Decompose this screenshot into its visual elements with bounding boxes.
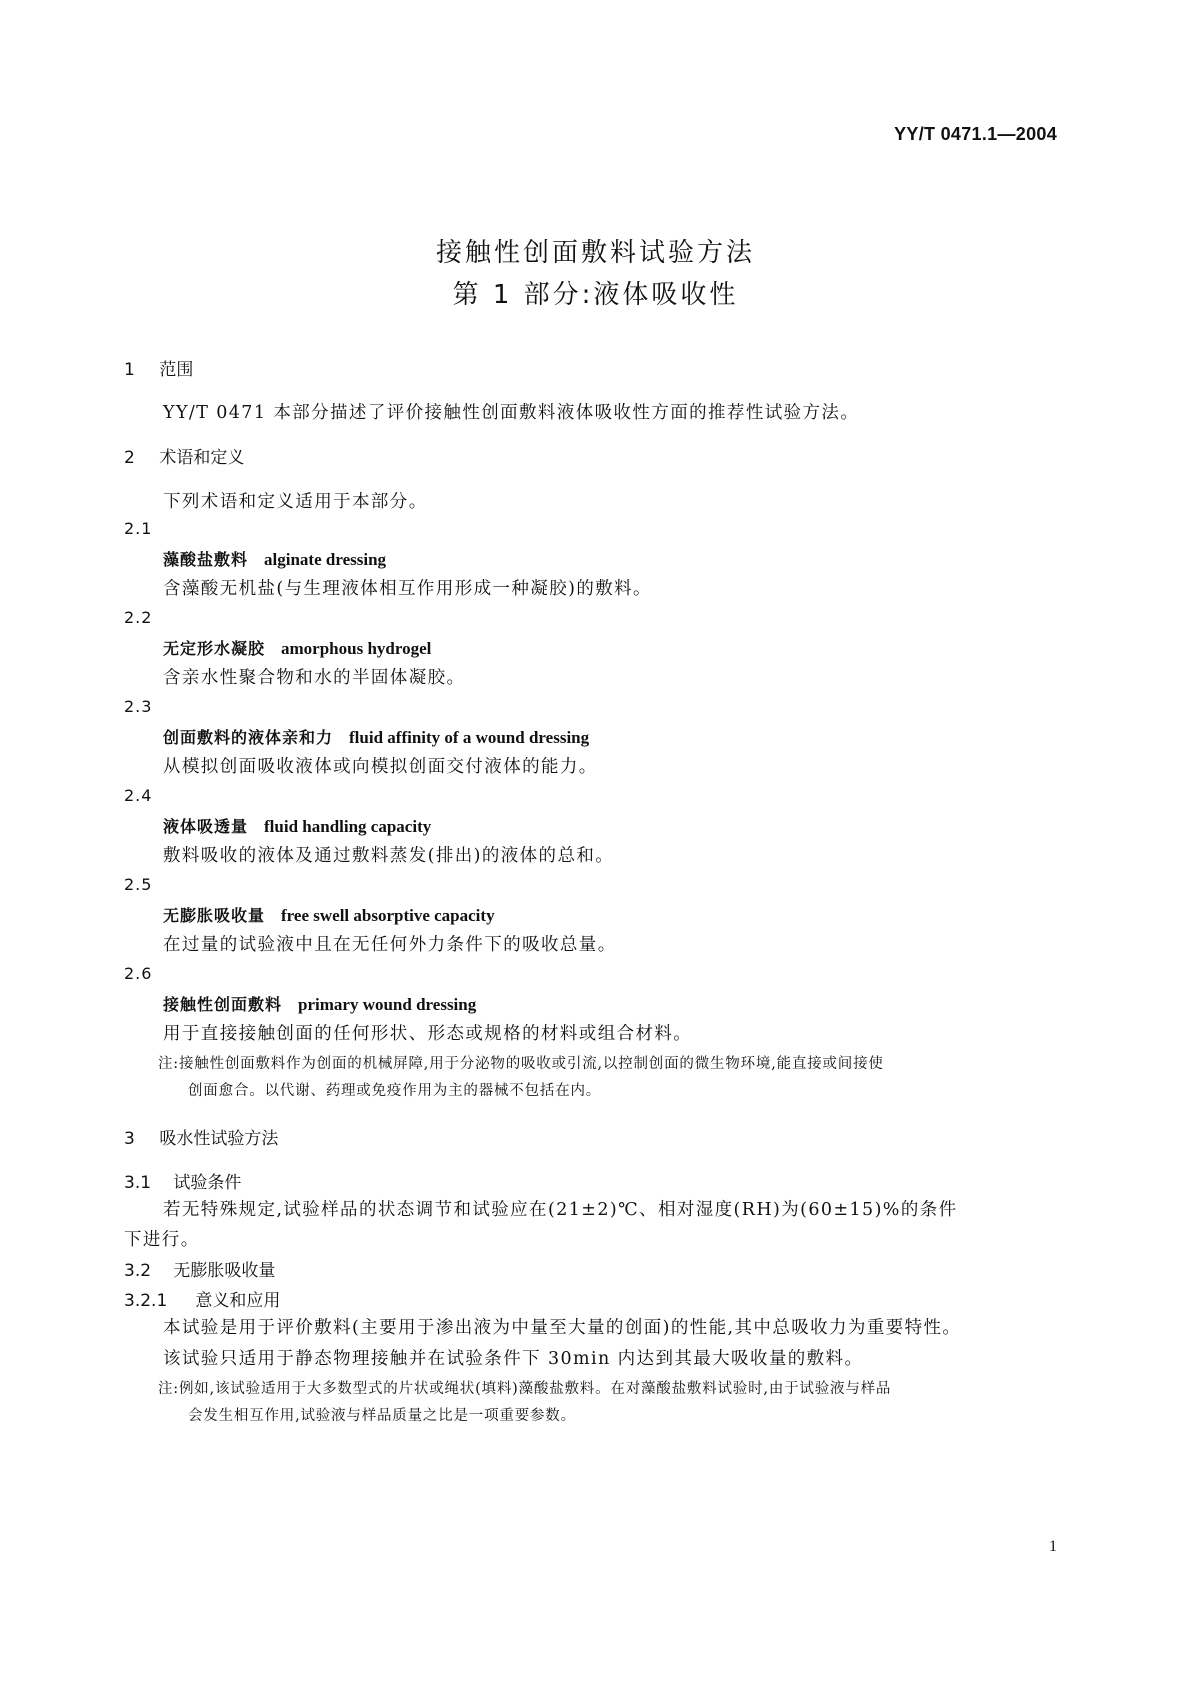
note: 注:例如,该试验适用于大多数型式的片状或绳状(填料)藻酸盐敷料。在对藻酸盐敷料试验时,由于试验液与样品	[158, 1381, 892, 1397]
term-heading	[163, 725, 589, 748]
standard-code: YY/T 0471.1—2004	[894, 124, 1057, 144]
term-cn: 液体吸透量	[163, 817, 249, 836]
term-number: 2.2	[124, 608, 153, 627]
term-heading	[163, 636, 431, 659]
paragraph: 若无特殊规定,试验样品的状态调节和试验应在(21±2)℃、相对湿度(RH)为(60±15)%的条件	[163, 1200, 958, 1220]
term-cn: 藻酸盐敷料	[163, 550, 249, 569]
section-title: 术语和定义	[159, 448, 245, 468]
term-heading	[163, 903, 495, 926]
term-en: amorphous hydrogel	[281, 639, 432, 658]
paragraph-continuation: 下进行。	[124, 1230, 200, 1250]
term-en: fluid handling capacity	[264, 817, 432, 836]
term-cn: 接触性创面敷料	[163, 995, 283, 1014]
note-continuation: 创面愈合。以代谢、药理或免疫作用为主的器械不包括在内。	[188, 1083, 602, 1099]
term-number: 2.1	[124, 519, 153, 538]
section-3-heading	[124, 1124, 278, 1149]
paragraph: 本试验是用于评价敷料(主要用于渗出液为中量至大量的创面)的性能,其中总吸收力为重要特性。	[163, 1318, 962, 1338]
term-number: 2.5	[124, 875, 153, 894]
term-heading	[163, 814, 431, 837]
term-definition: 敷料吸收的液体及通过敷料蒸发(排出)的液体的总和。	[163, 846, 615, 866]
section-title: 意义和应用	[195, 1291, 281, 1311]
section-2-intro: 下列术语和定义适用于本部分。	[163, 492, 428, 512]
section-1-heading	[124, 355, 193, 380]
section-title: 试验条件	[173, 1173, 242, 1193]
term-definition: 含藻酸无机盐(与生理液体相互作用形成一种凝胶)的敷料。	[163, 579, 652, 599]
note: 注:接触性创面敷料作为创面的机械屏障,用于分泌物的吸收或引流,以控制创面的微生物环境,能直接或间接使	[158, 1056, 884, 1072]
section-number: 1	[124, 360, 135, 380]
note-continuation: 会发生相互作用,试验液与样品质量之比是一项重要参数。	[188, 1408, 576, 1424]
term-heading	[163, 547, 386, 570]
subsection-3-2-heading	[124, 1256, 275, 1281]
page-number: 1	[1049, 1538, 1057, 1555]
term-definition: 含亲水性聚合物和水的半固体凝胶。	[163, 668, 466, 688]
section-title: 范围	[159, 360, 194, 380]
section-number: 2	[124, 448, 135, 468]
paragraph: 该试验只适用于静态物理接触并在试验条件下 30min 内达到其最大吸收量的敷料。	[163, 1349, 864, 1369]
term-en: fluid affinity of a wound dressing	[349, 728, 590, 747]
term-en: alginate dressing	[264, 550, 387, 569]
section-number: 3	[124, 1129, 135, 1149]
section-1-text: YY/T 0471 本部分描述了评价接触性创面敷料液体吸收性方面的推荐性试验方法。	[163, 403, 860, 423]
term-en: free swell absorptive capacity	[281, 906, 495, 925]
term-cn: 创面敷料的液体亲和力	[163, 728, 334, 747]
term-cn: 无定形水凝胶	[163, 639, 266, 658]
section-title: 无膨胀吸收量	[173, 1261, 276, 1281]
section-number: 3.1	[124, 1173, 152, 1193]
term-heading	[163, 992, 476, 1015]
term-definition: 用于直接接触创面的任何形状、形态或规格的材料或组合材料。	[163, 1024, 693, 1044]
section-title: 吸水性试验方法	[159, 1129, 279, 1149]
term-definition: 在过量的试验液中且在无任何外力条件下的吸收总量。	[163, 935, 617, 955]
term-definition: 从模拟创面吸收液体或向模拟创面交付液体的能力。	[163, 757, 598, 777]
section-number: 3.2	[124, 1261, 152, 1281]
document-subtitle: 第 1 部分:液体吸收性	[452, 280, 739, 310]
section-number: 3.2.1	[124, 1291, 168, 1311]
term-number: 2.4	[124, 786, 153, 805]
term-number: 2.6	[124, 964, 153, 983]
term-en: primary wound dressing	[298, 995, 477, 1014]
subsection-3-1-heading	[124, 1168, 241, 1193]
document-title: 接触性创面敷料试验方法	[435, 238, 755, 268]
term-cn: 无膨胀吸收量	[163, 906, 266, 925]
subsection-3-2-1-heading	[124, 1286, 280, 1311]
term-number: 2.3	[124, 697, 153, 716]
section-2-heading	[124, 443, 244, 468]
